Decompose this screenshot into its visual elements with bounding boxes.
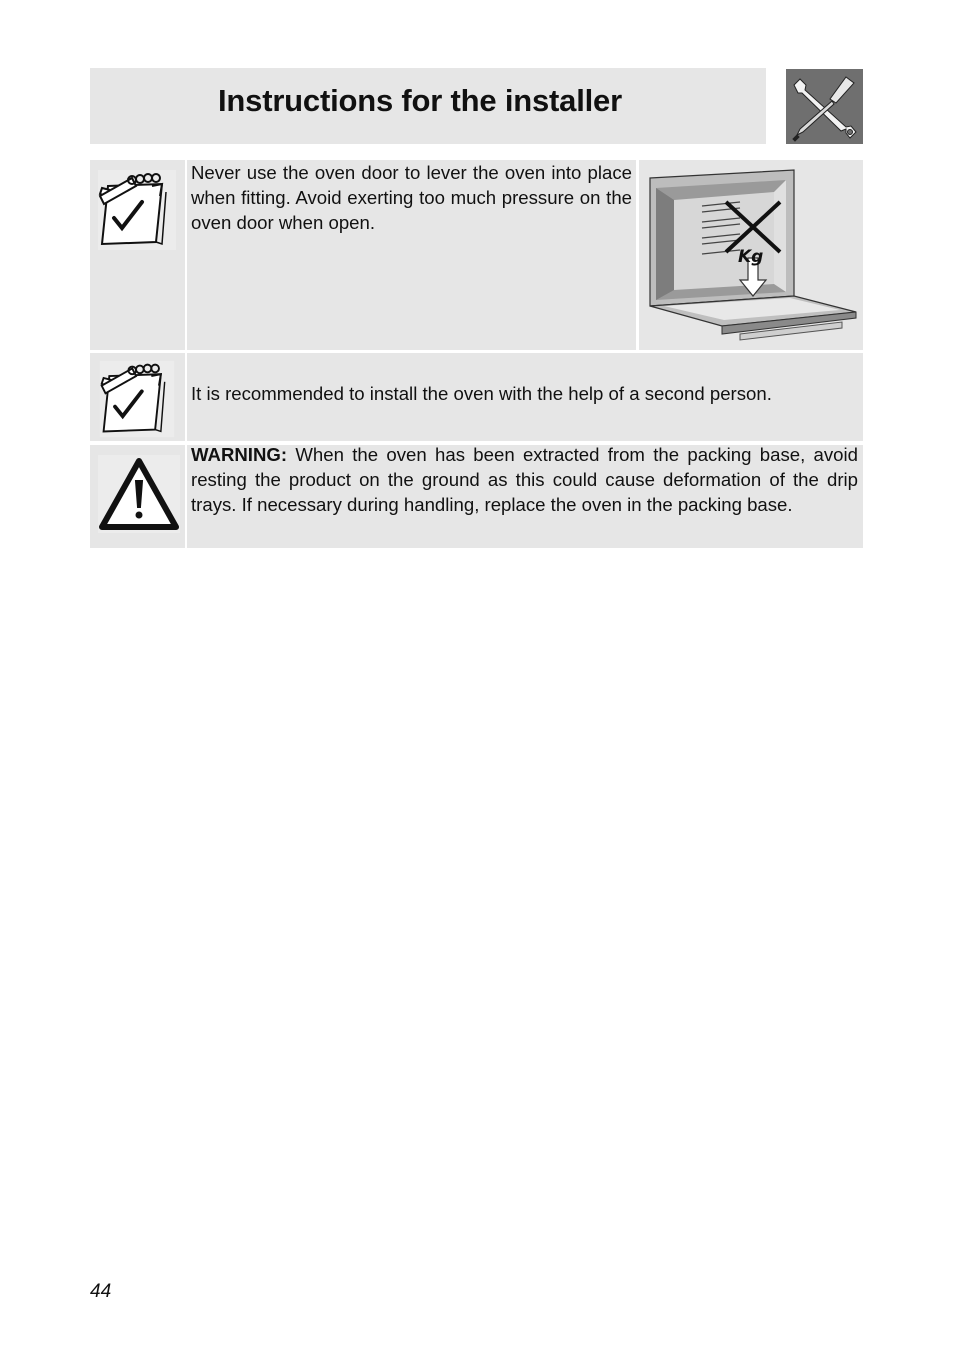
note-text: It is recommended to install the oven with the help of a second person. (191, 383, 772, 404)
warning-label: WARNING: (191, 444, 288, 465)
note-text: Never use the oven door to lever the oven into place when fitting. Avoid exerting too much pressure on the oven door when open. (191, 162, 632, 233)
warning-icon-cell (90, 445, 185, 548)
note-text-cell (187, 353, 863, 441)
note-icon-cell (90, 353, 185, 441)
weight-label: Kg (738, 247, 764, 267)
notepad-check-icon (96, 357, 178, 441)
warning-body: When the oven has been extracted from the packing base, avoid resting the product on the ground as this could cause deformation of the drip trays. If necessary during handling, replace the oven in the packing base. (191, 444, 858, 515)
warning-text-cell (187, 445, 863, 548)
notepad-check-icon (96, 166, 178, 254)
page-number: 44 (90, 1281, 112, 1302)
warning-triangle-icon (98, 455, 180, 533)
warning-text (191, 442, 858, 517)
illustration-cell (639, 160, 863, 350)
note-text-cell (187, 160, 636, 350)
oven-door-no-weight-illustration (644, 166, 860, 346)
page-header (90, 68, 766, 144)
note-icon-cell (90, 160, 185, 350)
page-title: Instructions for the installer (218, 83, 622, 118)
screwdriver-wrench-icon (786, 69, 863, 144)
